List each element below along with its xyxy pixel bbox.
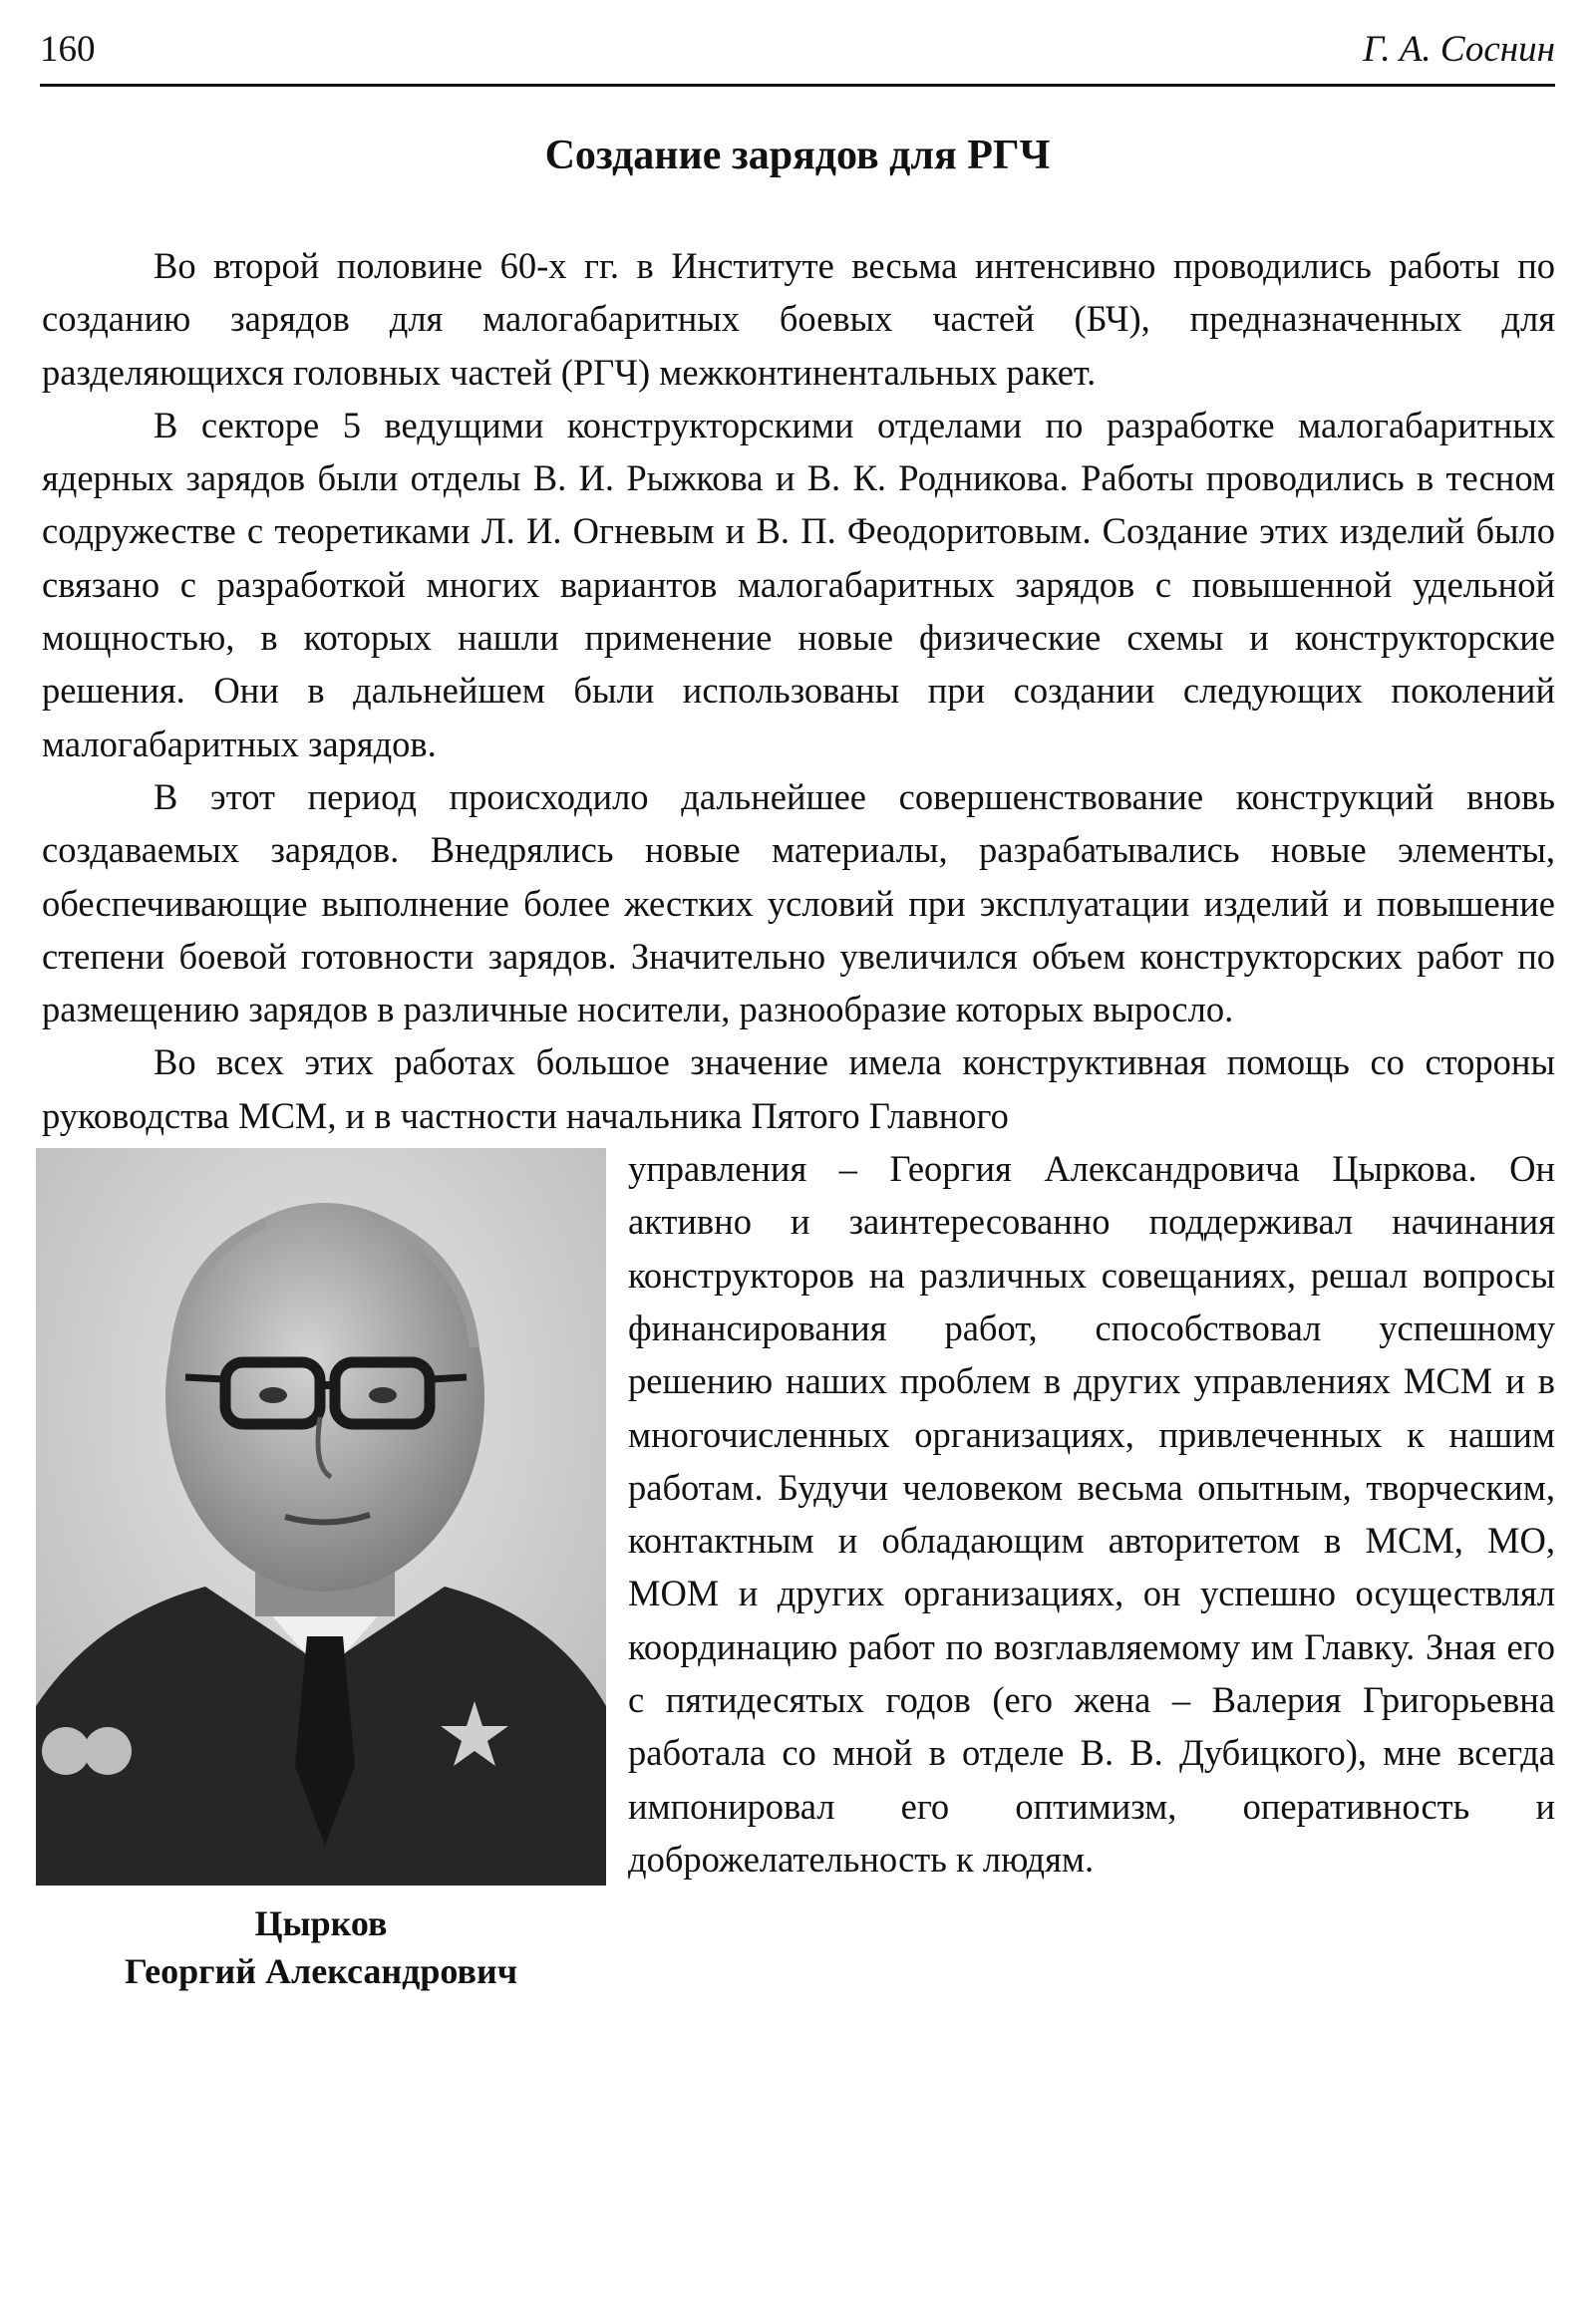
- body-text: [42, 239, 1555, 1995]
- paragraph-1: Во второй половине 60-х гг. в Институте весьма интенсивно проводились работы по созданию зарядов для малогабаритных боевых частей (БЧ), предназначенных для разделяющихся головных частей (РГЧ) межконтинентальных ракет.: [42, 245, 1555, 393]
- paragraph-3: В этот период происходило дальнейшее совершенствование конструкций вновь создаваемых зарядов. Внедрялись новые материалы, разрабатывались новые элементы, обеспечивающие выполнение более жестких условий при эксплуатации изделий и повышение степени боевой готовности зарядов. Значительно увеличился объем конструкторских работ по размещению зарядов в различные носители, разнообразие которых выросло.: [42, 775, 1555, 1030]
- caption-given-names: Георгий Александрович: [125, 1951, 517, 1992]
- running-head-author: Г. А. Соснин: [1363, 29, 1555, 70]
- caption-surname: Цырков: [254, 1903, 388, 1944]
- section-title: Создание зарядов для РГЧ: [544, 133, 1051, 178]
- paragraph-4-continued: управления – Георгия Александровича Цыркова. Он активно и заинтересованно поддерживал начинания конструкторов на различных совещаниях, решал вопросы финансирования работ, способствовал успешному решению наших проблем в других управлениях МСМ и в многочисленных организациях, привлеченных к нашим работам. Будучи человеком весьма опытным, творческим, контактным и обладающим авторитетом в МСМ, МО, МОМ и других организациях, он успешно осуществлял координацию работ по возглавляемому им Главку. Зная его с пятидесятых годов (его жена – Валерия Григорьевна работала со мной в отделе В. В. Дубицкого), мне всегда импонировал его оптимизм, оперативность и доброжелательность к людям.: [628, 1148, 1555, 1880]
- portrait-figure: [36, 1142, 606, 1995]
- paragraph-4: Во всех этих работах большое значение имела конструктивная помощь со стороны руководства МСМ, и в частности начальника Пятого Главного: [42, 1041, 1555, 1136]
- page-header: [40, 22, 1555, 87]
- paragraph-2: В секторе 5 ведущими конструкторскими отделами по разработке малогабаритных ядерных зарядов были отделы В. И. Рыжкова и В. К. Родникова. Работы проводились в тесном содружестве с теоретиками Л. И. Огневым и В. П. Феодоритовым. Создание этих изделий было связано с разработкой многих вариантов малогабаритных зарядов с повышенной удельной мощностью, в которых нашли применение новые физические схемы и конструкторские решения. Они в дальнейшем были использованы при создании следующих поколений малогабаритных зарядов.: [42, 404, 1555, 764]
- page-number: 160: [40, 29, 96, 70]
- portrait-caption: [36, 1899, 606, 1995]
- portrait-photo: [36, 1148, 606, 1886]
